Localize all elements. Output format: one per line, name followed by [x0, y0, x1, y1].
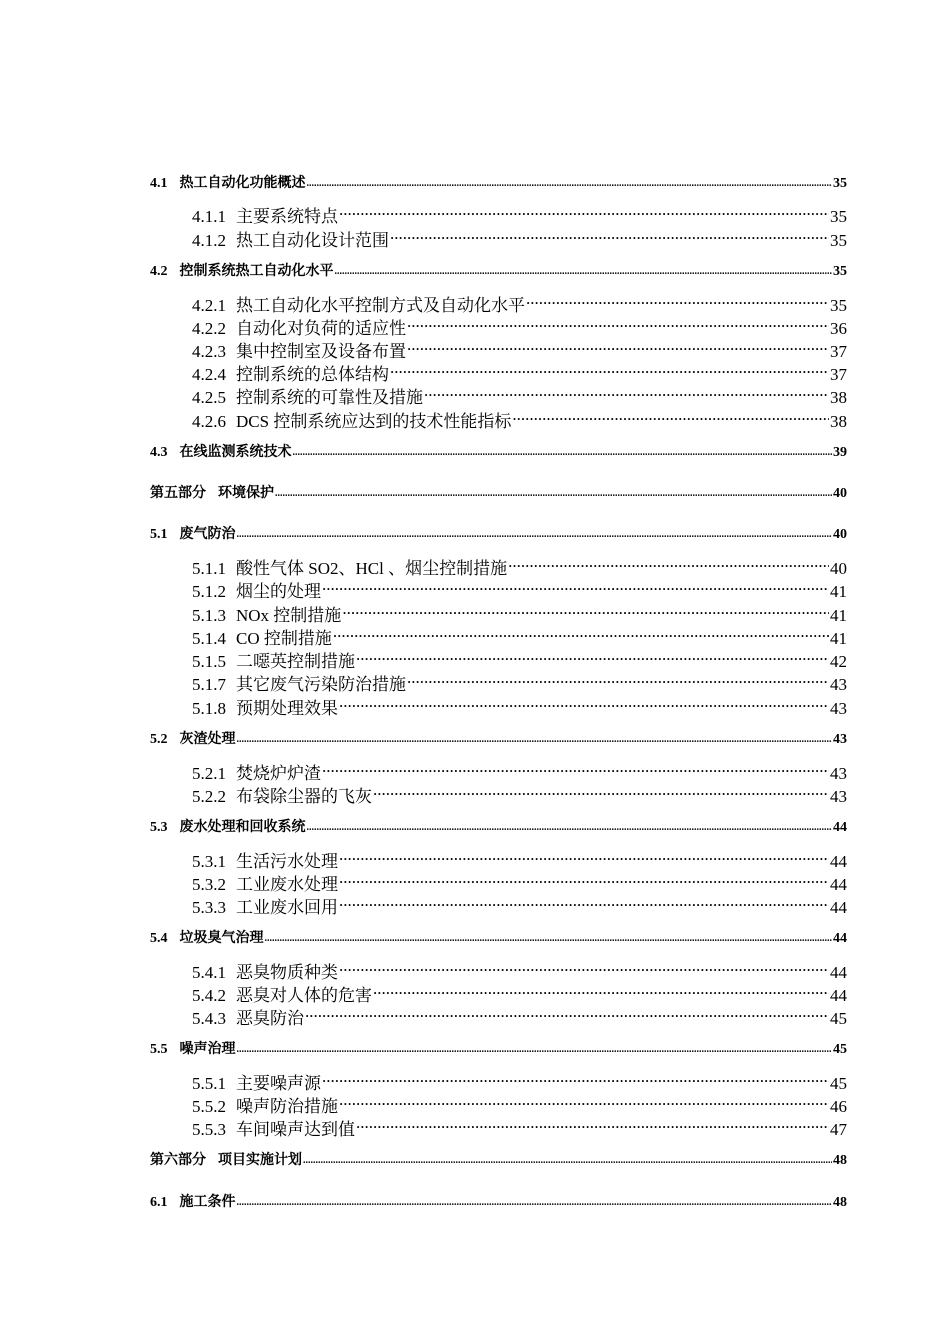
toc-dot-leader [293, 442, 833, 456]
toc-entry-title: 废气防治 [179, 527, 236, 542]
toc-entry-title: 环境保护 [218, 486, 274, 501]
toc-entry-title: 热工自动化设计范围 [236, 231, 389, 250]
toc-entry-page: 48 [833, 1195, 847, 1210]
toc-entry-title: 垃圾臭气治理 [179, 931, 264, 946]
toc-entry[interactable] [150, 523, 847, 543]
toc-entry[interactable] [150, 816, 847, 836]
toc-entry-title: 项目实施计划 [218, 1153, 302, 1168]
toc-entry-number: 5.1 [150, 527, 168, 542]
toc-entry-number: 6.1 [150, 1195, 168, 1210]
toc-entry-page: 41 [830, 629, 847, 648]
toc-entry-number: 5.5 [150, 1042, 168, 1057]
toc-dot-leader [356, 650, 829, 667]
toc-entry-number: 5.1.3 [192, 606, 226, 625]
toc-entry[interactable] [192, 360, 847, 385]
toc-dot-leader [305, 1007, 829, 1024]
toc-entry-number: 4.1.1 [192, 207, 226, 226]
toc-entry[interactable] [192, 577, 847, 602]
toc-entry-title: 其它废气污染防治措施 [236, 675, 406, 694]
toc-entry[interactable] [150, 1149, 847, 1169]
toc-entry-number: 5.4.3 [192, 1009, 226, 1028]
toc-entry-number: 4.3 [150, 445, 168, 460]
toc-dot-leader [390, 363, 829, 380]
toc-entry-page: 44 [833, 820, 847, 835]
toc-dot-leader [237, 1192, 833, 1206]
toc-entry[interactable] [192, 847, 847, 872]
toc-entry-title: 工业废水回用 [236, 898, 338, 917]
toc-entry-page: 35 [830, 231, 847, 250]
toc-dot-leader [390, 229, 829, 246]
toc-entry-number: 5.3.3 [192, 898, 226, 917]
toc-entry[interactable] [192, 624, 847, 649]
toc-entry-page: 43 [830, 699, 847, 718]
toc-dot-leader [339, 961, 829, 978]
toc-entry[interactable] [192, 958, 847, 983]
toc-dot-leader [339, 873, 829, 890]
toc-dot-leader [508, 557, 829, 574]
toc-entry-page: 48 [833, 1153, 847, 1168]
toc-entry-page: 35 [833, 264, 847, 279]
toc-entry-title: 预期处理效果 [236, 699, 338, 718]
toc-dot-leader [237, 1039, 833, 1053]
toc-entry-page: 44 [830, 963, 847, 982]
toc-entry-page: 45 [830, 1074, 847, 1093]
toc-dot-leader [342, 604, 829, 621]
toc-entry-number: 5.3 [150, 820, 168, 835]
toc-entry-number: 第六部分 [150, 1153, 206, 1168]
toc-entry[interactable] [192, 782, 847, 807]
toc-entry-title: 烟尘的处理 [236, 582, 321, 601]
toc-entry-number: 4.2.6 [192, 412, 226, 431]
toc-dot-leader [339, 850, 829, 867]
toc-entry[interactable] [150, 172, 847, 192]
toc-entry[interactable] [150, 260, 847, 280]
toc-entry[interactable] [192, 314, 847, 339]
toc-entry-title: DCS 控制系统应达到的技术性能指标 [236, 412, 512, 431]
toc-entry-title: NOx 控制措施 [236, 606, 342, 625]
toc-entry-number: 5.4 [150, 931, 168, 946]
toc-entry-page: 40 [830, 559, 847, 578]
toc-entry-title: 车间噪声达到值 [236, 1120, 355, 1139]
toc-entry-page: 42 [830, 652, 847, 671]
toc-entry[interactable] [150, 1038, 847, 1058]
toc-dot-leader [339, 896, 829, 913]
toc-entry[interactable] [192, 1004, 847, 1029]
toc-entry-page: 44 [830, 875, 847, 894]
toc-entry-number: 5.2.1 [192, 764, 226, 783]
toc-entry[interactable] [192, 759, 847, 784]
toc-entry-page: 46 [830, 1097, 847, 1116]
toc-entry-number: 5.1.2 [192, 582, 226, 601]
toc-entry[interactable] [192, 1115, 847, 1140]
toc-dot-leader [237, 524, 833, 538]
toc-entry-number: 5.4.1 [192, 963, 226, 982]
toc-entry-number: 4.2.5 [192, 388, 226, 407]
toc-entry-number: 5.5.3 [192, 1120, 226, 1139]
toc-entry[interactable] [192, 1069, 847, 1094]
toc-entry-number: 5.3.1 [192, 852, 226, 871]
toc-entry-page: 36 [830, 319, 847, 338]
toc-entry-page: 35 [830, 207, 847, 226]
toc-entry-title: 灰渣处理 [179, 732, 236, 747]
toc-entry-page: 45 [833, 1042, 847, 1057]
toc-entry[interactable] [150, 927, 847, 947]
toc-entry-page: 40 [833, 527, 847, 542]
toc-entry-number: 5.1.4 [192, 629, 226, 648]
toc-entry-number: 4.2.1 [192, 296, 226, 315]
toc-entry-page: 35 [833, 176, 847, 191]
toc-entry-title: 工业废水处理 [236, 875, 338, 894]
toc-entry-number: 4.2.4 [192, 365, 226, 384]
toc-dot-leader [333, 627, 829, 644]
toc-dot-leader [407, 317, 829, 334]
toc-dot-leader [322, 580, 829, 597]
toc-entry-page: 44 [830, 852, 847, 871]
toc-entry-title: 生活污水处理 [236, 852, 338, 871]
toc-entry[interactable] [192, 981, 847, 1006]
toc-entry[interactable] [192, 383, 847, 408]
toc-entry-title: 控制系统的可靠性及措施 [236, 388, 423, 407]
toc-entry-title: 二噁英控制措施 [236, 652, 355, 671]
toc-entry-number: 5.2 [150, 732, 168, 747]
toc-entry-page: 41 [830, 606, 847, 625]
toc-entry-number: 5.1.7 [192, 675, 226, 694]
toc-entry-page: 47 [830, 1120, 847, 1139]
toc-entry-number: 5.1.5 [192, 652, 226, 671]
toc-entry-number: 5.5.1 [192, 1074, 226, 1093]
toc-entry-page: 35 [830, 296, 847, 315]
toc-entry-title: 热工自动化功能概述 [179, 176, 306, 191]
toc-entry-title: 恶臭防治 [236, 1009, 304, 1028]
toc-entry-page: 43 [830, 764, 847, 783]
toc-dot-leader [407, 340, 829, 357]
toc-entry-number: 5.2.2 [192, 787, 226, 806]
toc-entry[interactable] [192, 694, 847, 719]
toc-dot-leader [339, 205, 829, 222]
toc-dot-leader [339, 697, 829, 714]
toc-dot-leader [424, 386, 829, 403]
toc-entry-page: 43 [830, 675, 847, 694]
toc-entry-title: 酸性气体 SO2、HCl 、烟尘控制措施 [236, 559, 508, 578]
toc-entry-title: 恶臭物质种类 [236, 963, 338, 982]
toc-dot-leader [265, 928, 833, 942]
toc-dot-leader [307, 817, 833, 831]
toc-entry-page: 37 [830, 342, 847, 361]
toc-entry-title: 自动化对负荷的适应性 [236, 319, 406, 338]
toc-entry-page: 44 [830, 898, 847, 917]
toc-entry[interactable] [150, 482, 847, 502]
toc-entry[interactable] [192, 337, 847, 362]
toc-entry-number: 4.2.2 [192, 319, 226, 338]
toc-entry[interactable] [192, 291, 847, 316]
toc-entry-page: 40 [833, 486, 847, 501]
toc-entry[interactable] [192, 1092, 847, 1117]
toc-dot-leader [237, 729, 833, 743]
toc-entry[interactable] [192, 870, 847, 895]
toc-dot-leader [407, 673, 829, 690]
toc-entry-number: 4.2.3 [192, 342, 226, 361]
toc-entry-title: 控制系统热工自动化水平 [179, 264, 334, 279]
toc-entry-title: 噪声治理 [179, 1042, 236, 1057]
toc-entry-title: 废水处理和回收系统 [179, 820, 306, 835]
toc-entry[interactable] [192, 407, 847, 432]
toc-entry-title: 布袋除尘器的飞灰 [236, 787, 372, 806]
toc-entry[interactable] [192, 554, 847, 579]
toc-entry-title: 恶臭对人体的危害 [236, 986, 372, 1005]
toc-entry-page: 41 [830, 582, 847, 601]
toc-entry-page: 38 [830, 412, 847, 431]
toc-dot-leader [373, 785, 829, 802]
toc-entry-number: 第五部分 [150, 486, 206, 501]
toc-dot-leader [322, 1072, 829, 1089]
toc-entry-title: 集中控制室及设备布置 [236, 342, 406, 361]
toc-entry[interactable] [192, 226, 847, 251]
toc-dot-leader [339, 1095, 829, 1112]
toc-entry-number: 4.2 [150, 264, 168, 279]
toc-entry-number: 5.1.8 [192, 699, 226, 718]
toc-dot-leader [307, 173, 833, 187]
toc-entry[interactable] [192, 670, 847, 695]
toc-entry-page: 39 [833, 445, 847, 460]
toc-entry[interactable] [192, 202, 847, 227]
toc-entry-number: 5.1.1 [192, 559, 226, 578]
toc-entry-number: 5.5.2 [192, 1097, 226, 1116]
toc-entry-number: 5.4.2 [192, 986, 226, 1005]
toc-entry[interactable] [150, 1191, 847, 1211]
toc-entry-number: 4.1.2 [192, 231, 226, 250]
toc-entry-title: 主要噪声源 [236, 1074, 321, 1093]
toc-entry[interactable] [192, 893, 847, 918]
toc-entry-title: 施工条件 [179, 1195, 236, 1210]
toc-dot-leader [275, 483, 832, 497]
toc-entry-title: 在线监测系统技术 [179, 445, 292, 460]
toc-entry-page: 38 [830, 388, 847, 407]
toc-dot-leader [526, 294, 829, 311]
toc-dot-leader [303, 1150, 832, 1164]
toc-dot-leader [512, 410, 829, 427]
toc-entry[interactable] [192, 601, 847, 626]
toc-entry[interactable] [150, 441, 847, 461]
toc-entry-page: 43 [833, 732, 847, 747]
toc-entry-title: 焚烧炉炉渣 [236, 764, 321, 783]
toc-entry-title: 热工自动化水平控制方式及自动化水平 [236, 296, 525, 315]
toc-entry-page: 43 [830, 787, 847, 806]
toc-entry-page: 44 [830, 986, 847, 1005]
toc-dot-leader [322, 762, 829, 779]
toc-entry-title: CO 控制措施 [236, 629, 332, 648]
toc-entry-page: 44 [833, 931, 847, 946]
toc-entry-title: 控制系统的总体结构 [236, 365, 389, 384]
toc-dot-leader [356, 1118, 829, 1135]
toc-entry[interactable] [150, 728, 847, 748]
toc-entry-title: 噪声防治措施 [236, 1097, 338, 1116]
toc-entry-page: 37 [830, 365, 847, 384]
toc-entry[interactable] [192, 647, 847, 672]
toc-entry-title: 主要系统特点 [236, 207, 338, 226]
toc-entry-page: 45 [830, 1009, 847, 1028]
toc-entry-number: 4.1 [150, 176, 168, 191]
toc-dot-leader [335, 261, 833, 275]
toc-entry-number: 5.3.2 [192, 875, 226, 894]
toc-dot-leader [373, 984, 829, 1001]
